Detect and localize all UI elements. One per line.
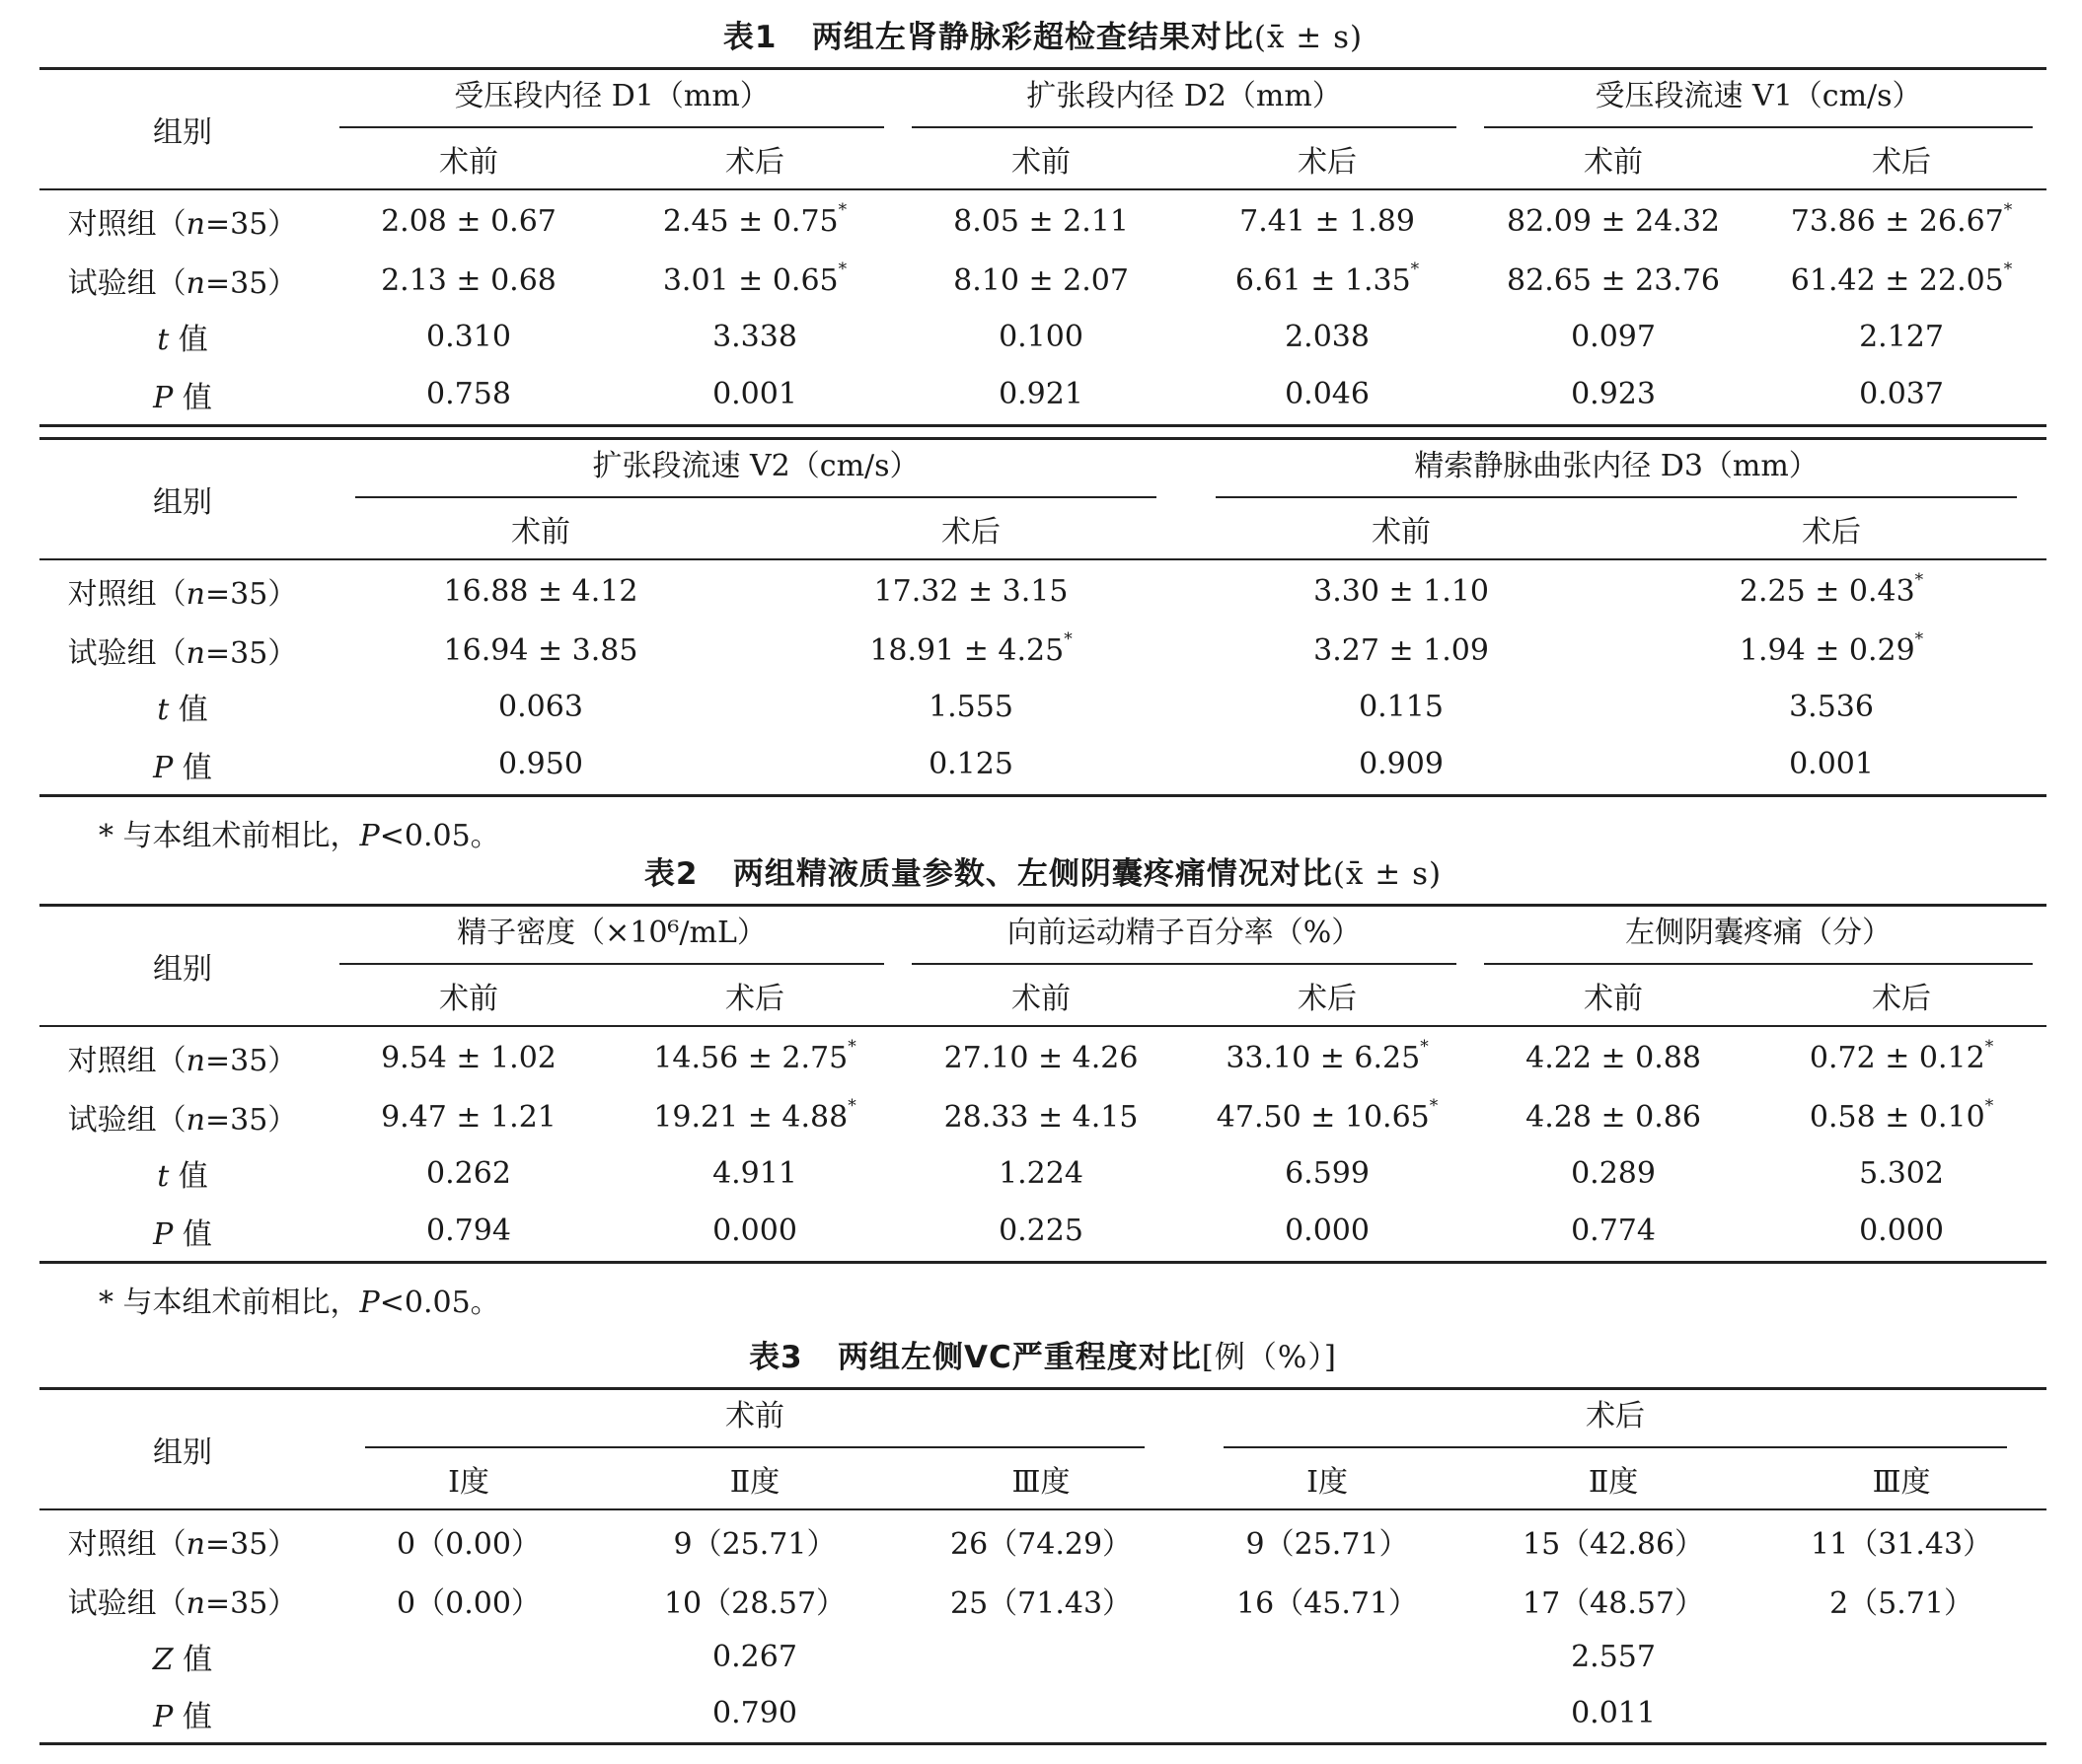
table-row — [39, 309, 2046, 365]
table-cell: 0.310 — [426, 319, 511, 354]
column-group-header: 精子密度（×10⁶/mL） — [339, 908, 884, 965]
table-cell: 0（0.00） — [397, 1586, 541, 1621]
table2-table — [39, 904, 2046, 1264]
table2-note: * 与本组术前相比，P<0.05。 — [99, 1286, 500, 1320]
table-cell: 6.61 ± 1.35* — [1234, 258, 1420, 298]
empty-cell — [1184, 1629, 1470, 1685]
sub-header: 术前 — [1011, 145, 1072, 180]
table-cell: 0.921 — [999, 377, 1083, 412]
table1-part2 — [39, 437, 2046, 797]
table-cell: 2.25 ± 0.43* — [1739, 569, 1924, 609]
table-row — [39, 1573, 2046, 1629]
table-cell: 0.923 — [1571, 377, 1656, 412]
sub-header: 术后 — [725, 982, 784, 1016]
empty-cell — [326, 1685, 612, 1744]
sub-header: Ⅲ度 — [1872, 1465, 1931, 1500]
table-row — [39, 559, 2046, 623]
sub-header: Ⅲ度 — [1011, 1465, 1071, 1500]
table-cell: 16.94 ± 3.85 — [443, 632, 638, 668]
table3 — [39, 1334, 2046, 1745]
table-cell: 0.950 — [498, 747, 583, 782]
column-group-header: 扩张段内径 D2（mm） — [912, 71, 1456, 128]
significance-marker: * — [1420, 1036, 1429, 1057]
significance-marker: * — [1064, 628, 1073, 649]
table-row — [39, 1026, 2046, 1089]
table-cell: 0.097 — [1571, 319, 1656, 354]
table-row — [39, 679, 2046, 735]
significance-marker: * — [1914, 569, 1924, 590]
table3-stats — [39, 1629, 2046, 1744]
row-label: P 值 — [153, 1216, 212, 1252]
sub-header: 术后 — [1872, 145, 1932, 180]
table-cell: 0.037 — [1859, 377, 1944, 412]
table-cell: 9（25.71） — [673, 1527, 837, 1562]
table-cell: 0（0.00） — [397, 1527, 541, 1562]
table-cell: 0.125 — [929, 747, 1013, 782]
table2-caption — [39, 850, 2046, 898]
significance-marker: * — [848, 1095, 856, 1116]
table-cell: 26（74.29） — [949, 1527, 1133, 1562]
sub-header: Ⅱ度 — [1588, 1465, 1639, 1500]
table-cell: 9（25.71） — [1245, 1527, 1409, 1562]
empty-cell — [898, 1685, 1184, 1744]
table-cell: 17.32 ± 3.15 — [873, 573, 1069, 609]
table-cell: 0.001 — [712, 377, 797, 412]
table-cell: 11（31.43） — [1811, 1527, 1993, 1562]
group-header: 组别 — [39, 1389, 326, 1509]
table-row — [39, 1202, 2046, 1263]
table-cell: 5.302 — [1859, 1155, 1944, 1191]
row-label: 对照组（n=35） — [67, 577, 298, 612]
empty-cell — [1184, 1685, 1470, 1744]
table-cell: 0.58 ± 0.10* — [1809, 1095, 1994, 1135]
significance-marker: * — [1984, 1036, 1994, 1057]
table-row — [39, 189, 2046, 253]
column-group-header: 精索静脉曲张内径 D3（mm） — [1216, 441, 2017, 498]
table-cell: 0.000 — [1285, 1213, 1370, 1249]
table-cell: 0.774 — [1571, 1213, 1656, 1249]
row-label: P 值 — [153, 1699, 212, 1734]
group-header: 组别 — [39, 439, 326, 559]
empty-cell — [1756, 1685, 2046, 1744]
table1-part1-body — [39, 189, 2046, 426]
table-cell: 61.42 ± 22.05* — [1790, 258, 2013, 298]
table-cell: 0.011 — [1571, 1696, 1656, 1731]
table-cell: 0.000 — [712, 1213, 797, 1249]
row-label: P 值 — [153, 380, 212, 415]
significance-marker: * — [1984, 1095, 1994, 1116]
table3-caption-title: 两组左侧VC严重程度对比 — [838, 1340, 1202, 1375]
table-cell: 73.86 ± 26.67* — [1790, 199, 2013, 239]
table-cell: 2.45 ± 0.75* — [662, 199, 848, 239]
table3-caption — [39, 1334, 2046, 1381]
row-label: 试验组（n=35） — [67, 1103, 298, 1138]
table2 — [39, 850, 2046, 1343]
table-row — [39, 735, 2046, 796]
table3-caption-stat: [例（%）] — [1201, 1340, 1337, 1375]
column-group-header: 向前运动精子百分率（%） — [912, 908, 1456, 965]
table-cell: 0.225 — [999, 1213, 1083, 1249]
significance-marker: * — [2003, 199, 2013, 220]
sub-header: 术前 — [439, 982, 498, 1016]
table1-caption-stat: (x̄ ± s) — [1253, 20, 1364, 55]
table-cell: 0.262 — [426, 1155, 511, 1191]
sub-header: 术后 — [1298, 145, 1358, 180]
sub-header: 术后 — [1298, 982, 1358, 1016]
table-cell: 0.000 — [1859, 1213, 1944, 1249]
table-cell: 6.599 — [1285, 1155, 1370, 1191]
table-cell: 3.338 — [712, 319, 797, 354]
table-cell: 1.94 ± 0.29* — [1739, 628, 1924, 668]
table-row — [39, 623, 2046, 679]
row-label: t 值 — [157, 1159, 208, 1194]
empty-cell — [1756, 1629, 2046, 1685]
table-cell: 25（71.43） — [949, 1586, 1133, 1621]
stat-row — [39, 1685, 2046, 1744]
table-cell: 2.127 — [1859, 319, 1944, 354]
table-cell: 0.758 — [426, 377, 511, 412]
table-row — [39, 1509, 2046, 1573]
table2-body — [39, 1026, 2046, 1263]
table-cell: 0.115 — [1359, 689, 1444, 724]
table-cell: 47.50 ± 10.65* — [1216, 1095, 1439, 1135]
table2-caption-number: 表2 — [643, 856, 699, 892]
empty-cell — [898, 1629, 1184, 1685]
table-cell: 0.909 — [1359, 747, 1444, 782]
sub-header: 术前 — [1584, 982, 1644, 1016]
table-cell: 4.911 — [712, 1155, 797, 1191]
table1-part1 — [39, 67, 2046, 427]
table-cell: 27.10 ± 4.26 — [943, 1040, 1139, 1075]
table-cell: 28.33 ± 4.15 — [943, 1099, 1139, 1135]
significance-marker: * — [1914, 628, 1924, 649]
column-group-header: 扩张段流速 V2（cm/s） — [355, 441, 1156, 498]
table-row — [39, 253, 2046, 309]
table-cell: 2.13 ± 0.68 — [381, 262, 557, 298]
sub-header: 术前 — [1584, 145, 1644, 180]
table1-note: * 与本组术前相比，P<0.05。 — [99, 819, 500, 853]
table-cell: 0.063 — [498, 689, 583, 724]
table-cell: 0.72 ± 0.12* — [1809, 1036, 1994, 1075]
table-cell: 1.555 — [929, 689, 1013, 724]
group-header: 组别 — [39, 69, 326, 189]
row-label: 试验组（n=35） — [67, 636, 298, 671]
table-cell: 7.41 ± 1.89 — [1239, 203, 1415, 239]
sub-header: 术前 — [1372, 515, 1432, 550]
sub-header: 术后 — [1802, 515, 1862, 550]
table-cell: 4.22 ± 0.88 — [1525, 1040, 1701, 1075]
stat-row — [39, 1629, 2046, 1685]
table-cell: 17（48.57） — [1523, 1586, 1705, 1621]
row-label: 试验组（n=35） — [67, 1586, 298, 1621]
sub-header: 术前 — [439, 145, 498, 180]
sub-header: Ⅰ度 — [1306, 1465, 1348, 1500]
table-cell: 18.91 ± 4.25* — [869, 628, 1073, 668]
row-label: P 值 — [153, 750, 212, 785]
table3-caption-number: 表3 — [749, 1340, 803, 1375]
table-cell: 3.01 ± 0.65* — [662, 258, 848, 298]
table-cell: 16.88 ± 4.12 — [443, 573, 638, 609]
table-cell: 0.267 — [712, 1639, 797, 1674]
table-cell: 82.09 ± 24.32 — [1507, 203, 1721, 239]
sub-header: 术前 — [511, 515, 570, 550]
table-cell: 8.10 ± 2.07 — [953, 262, 1129, 298]
table1-caption-number: 表1 — [722, 20, 778, 55]
row-label: 试验组（n=35） — [67, 266, 298, 301]
sub-header: 术前 — [1011, 982, 1072, 1016]
column-group-header: 术前 — [365, 1391, 1145, 1448]
row-label: 对照组（n=35） — [67, 1044, 298, 1078]
table2-caption-title: 两组精液质量参数、左侧阴囊疼痛情况对比 — [732, 856, 1333, 892]
significance-marker: * — [2003, 258, 2013, 279]
table-cell: 0.001 — [1789, 747, 1874, 782]
column-group-header: 左侧阴囊疼痛（分） — [1484, 908, 2033, 965]
significance-marker: * — [848, 1036, 856, 1057]
table-cell: 3.536 — [1789, 689, 1874, 724]
table3-body — [39, 1509, 2046, 1629]
table-cell: 0.046 — [1285, 377, 1370, 412]
table-cell: 2（5.71） — [1829, 1586, 1973, 1621]
table1 — [39, 14, 2046, 876]
table-row — [39, 1089, 2046, 1145]
table-cell: 0.790 — [712, 1696, 797, 1731]
table-cell: 2.08 ± 0.67 — [381, 203, 557, 239]
table-cell: 2.038 — [1285, 319, 1370, 354]
empty-cell — [326, 1629, 612, 1685]
table-cell: 10（28.57） — [663, 1586, 847, 1621]
table1-part2-body — [39, 559, 2046, 796]
table-cell: 9.47 ± 1.21 — [381, 1099, 557, 1135]
table-cell: 3.27 ± 1.09 — [1313, 632, 1489, 668]
table1-caption-title: 两组左肾静脉彩超检查结果对比 — [811, 20, 1254, 55]
table-cell: 9.54 ± 1.02 — [381, 1040, 557, 1075]
table-cell: 4.28 ± 0.86 — [1525, 1099, 1701, 1135]
table-cell: 82.65 ± 23.76 — [1507, 262, 1721, 298]
significance-marker: * — [1410, 258, 1420, 279]
row-label: 对照组（n=35） — [67, 1527, 298, 1562]
row-label: t 值 — [157, 323, 208, 357]
table-cell: 0.289 — [1571, 1155, 1656, 1191]
row-label: Z 值 — [152, 1643, 213, 1677]
significance-marker: * — [1429, 1095, 1439, 1116]
group-header: 组别 — [39, 906, 326, 1026]
row-label: t 值 — [157, 693, 208, 727]
table1-caption — [39, 14, 2046, 61]
table-cell: 19.21 ± 4.88* — [653, 1095, 856, 1135]
table-cell: 0.100 — [999, 319, 1083, 354]
table-row — [39, 1145, 2046, 1202]
sub-header: 术后 — [1872, 982, 1932, 1016]
table-cell: 33.10 ± 6.25* — [1226, 1036, 1429, 1075]
row-label: 对照组（n=35） — [67, 207, 298, 242]
table-cell: 0.794 — [426, 1213, 511, 1249]
sub-header: 术后 — [941, 515, 1001, 550]
sub-header: 术后 — [725, 145, 784, 180]
sub-header: Ⅰ度 — [448, 1465, 489, 1500]
column-group-header: 术后 — [1224, 1391, 2007, 1448]
significance-marker: * — [838, 199, 848, 220]
table-row — [39, 365, 2046, 426]
table-cell: 16（45.71） — [1236, 1586, 1419, 1621]
column-group-header: 受压段内径 D1（mm） — [339, 71, 884, 128]
table-cell: 3.30 ± 1.10 — [1313, 573, 1489, 609]
table-cell: 8.05 ± 2.11 — [953, 203, 1129, 239]
table-cell: 14.56 ± 2.75* — [653, 1036, 856, 1075]
table3-table — [39, 1387, 2046, 1745]
table-cell: 15（42.86） — [1523, 1527, 1705, 1562]
table-cell: 1.224 — [999, 1155, 1083, 1191]
significance-marker: * — [838, 258, 848, 279]
column-group-header: 受压段流速 V1（cm/s） — [1484, 71, 2033, 128]
table2-caption-stat: (x̄ ± s) — [1332, 856, 1443, 892]
table-cell: 2.557 — [1571, 1639, 1656, 1674]
sub-header: Ⅱ度 — [729, 1465, 781, 1500]
